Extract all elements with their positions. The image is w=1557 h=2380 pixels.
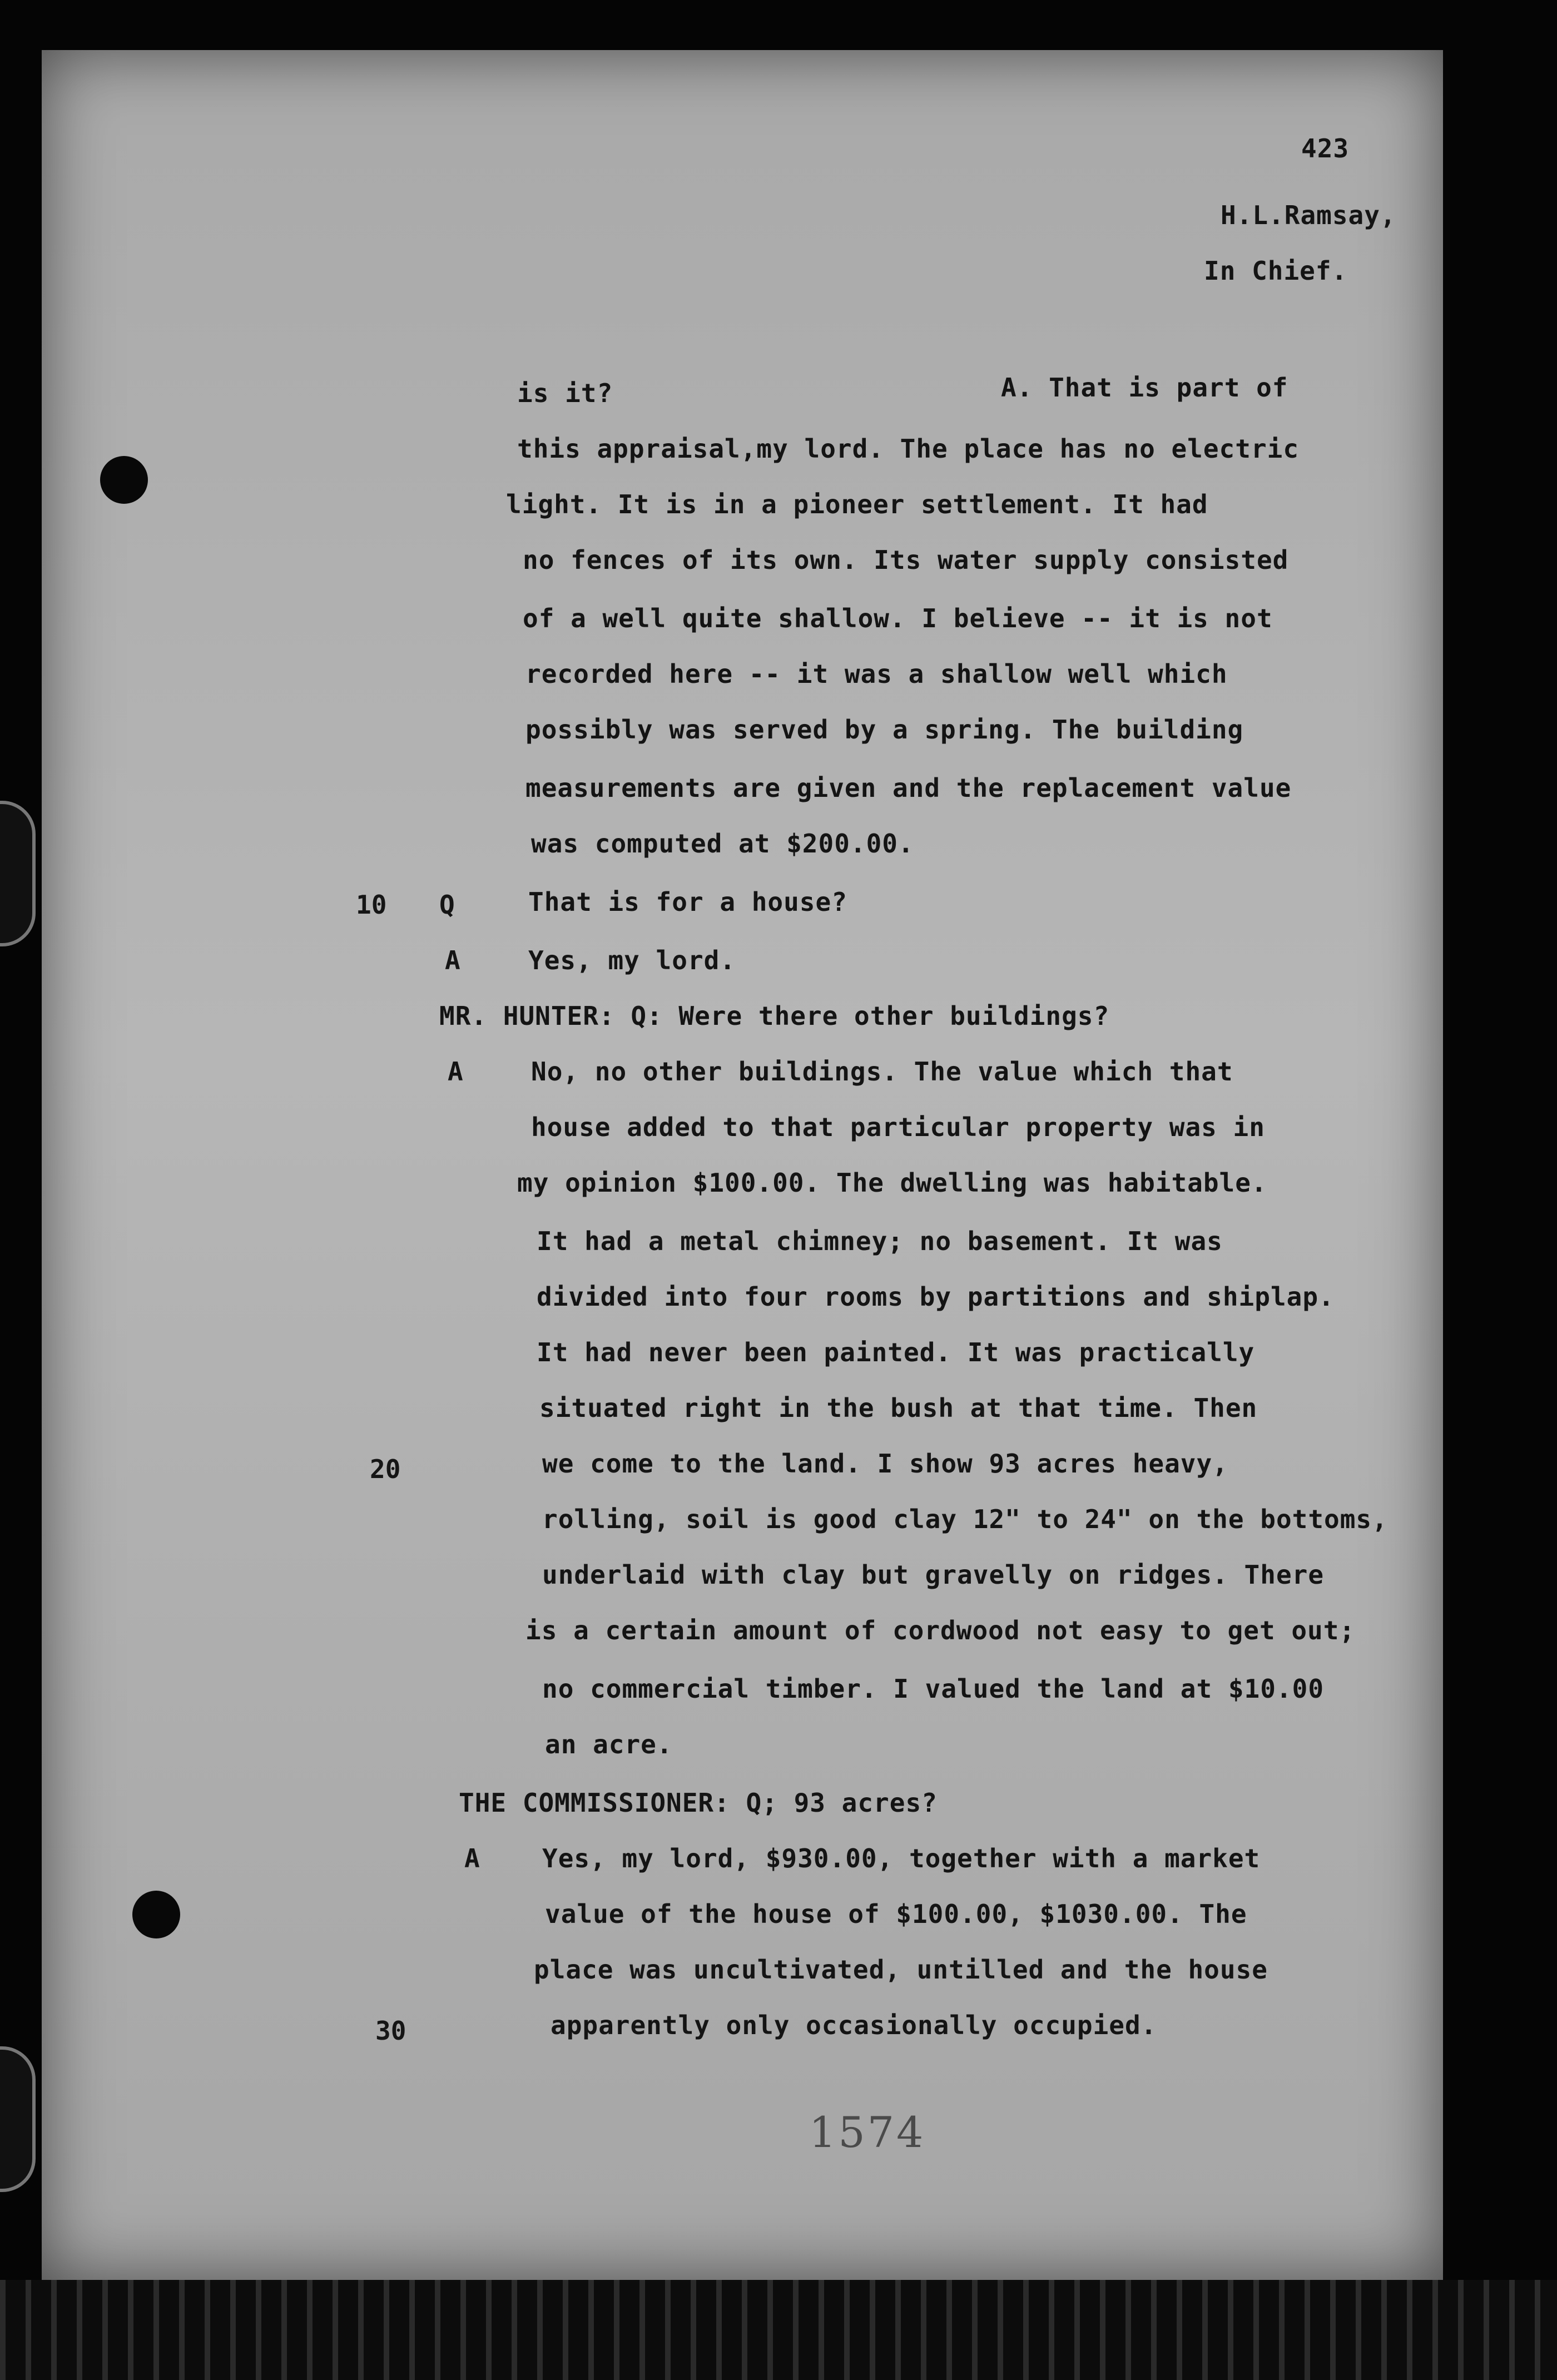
text-line: is it?: [517, 378, 613, 408]
text-line: It had never been painted. It was practically: [537, 1337, 1255, 1367]
text-line: underlaid with clay but gravelly on ridges. There: [542, 1560, 1325, 1590]
answer-marker: A: [448, 1057, 464, 1087]
text-line: It had a metal chimney; no basement. It was: [537, 1226, 1223, 1256]
text-line: possibly was served by a spring. The building: [525, 715, 1244, 745]
margin-line-number: 20: [370, 1454, 401, 1484]
text-line: no fences of its own. Its water supply consisted: [523, 545, 1289, 575]
speaker-line: MR. HUNTER: Q: Were there other buildings?: [439, 1001, 1110, 1031]
margin-line-number: 10: [356, 890, 387, 920]
answer-marker: A: [464, 1843, 480, 1873]
text-line: of a well quite shallow. I believe -- it is not: [523, 603, 1273, 633]
text-line: That is for a house?: [528, 887, 847, 917]
answer-marker: A: [445, 945, 461, 975]
punch-hole: [132, 1891, 180, 1938]
text-line: house added to that particular property was in: [531, 1112, 1265, 1142]
text-line: A. That is part of: [1001, 373, 1288, 403]
film-strip: [0, 2280, 1557, 2380]
text-line: recorded here -- it was a shallow well which: [525, 659, 1228, 689]
text-line: my opinion $100.00. The dwelling was habitable.: [517, 1168, 1267, 1198]
witness-name: H.L.Ramsay,: [1221, 200, 1396, 230]
text-line: rolling, soil is good clay 12" to 24" on the bottoms,: [542, 1504, 1388, 1534]
text-line: we come to the land. I show 93 acres heavy,: [542, 1449, 1228, 1479]
edge-tab: [0, 801, 36, 946]
text-line: was computed at $200.00.: [531, 829, 914, 859]
text-line: Yes, my lord, $930.00, together with a market: [542, 1843, 1261, 1873]
speaker-line: THE COMMISSIONER: Q; 93 acres?: [459, 1788, 938, 1818]
edge-tab: [0, 2046, 36, 2192]
examination-label: In Chief.: [1204, 256, 1348, 286]
question-marker: Q: [439, 890, 455, 920]
page-number: 423: [1301, 133, 1350, 163]
text-line: situated right in the bush at that time. Then: [539, 1393, 1258, 1423]
text-line: Yes, my lord.: [528, 945, 736, 975]
text-line: measurements are given and the replacement value: [525, 773, 1292, 803]
margin-line-number: 30: [375, 2016, 406, 2046]
text-line: value of the house of $100.00, $1030.00. The: [545, 1899, 1247, 1929]
text-line: an acre.: [545, 1729, 673, 1759]
page-stamp-number: 1574: [809, 2108, 926, 2157]
text-line: No, no other buildings. The value which that: [531, 1057, 1233, 1087]
text-line: light. It is in a pioneer settlement. It had: [506, 489, 1208, 519]
text-line: place was uncultivated, untilled and the house: [534, 1955, 1268, 1985]
text-line: apparently only occasionally occupied.: [551, 2010, 1157, 2040]
punch-hole: [100, 456, 148, 504]
text-line: is a certain amount of cordwood not easy to get out;: [525, 1615, 1356, 1645]
text-line: divided into four rooms by partitions and shiplap.: [537, 1282, 1335, 1312]
text-line: this appraisal,my lord. The place has no electric: [517, 434, 1300, 464]
text-line: no commercial timber. I valued the land at $10.00: [542, 1674, 1325, 1704]
